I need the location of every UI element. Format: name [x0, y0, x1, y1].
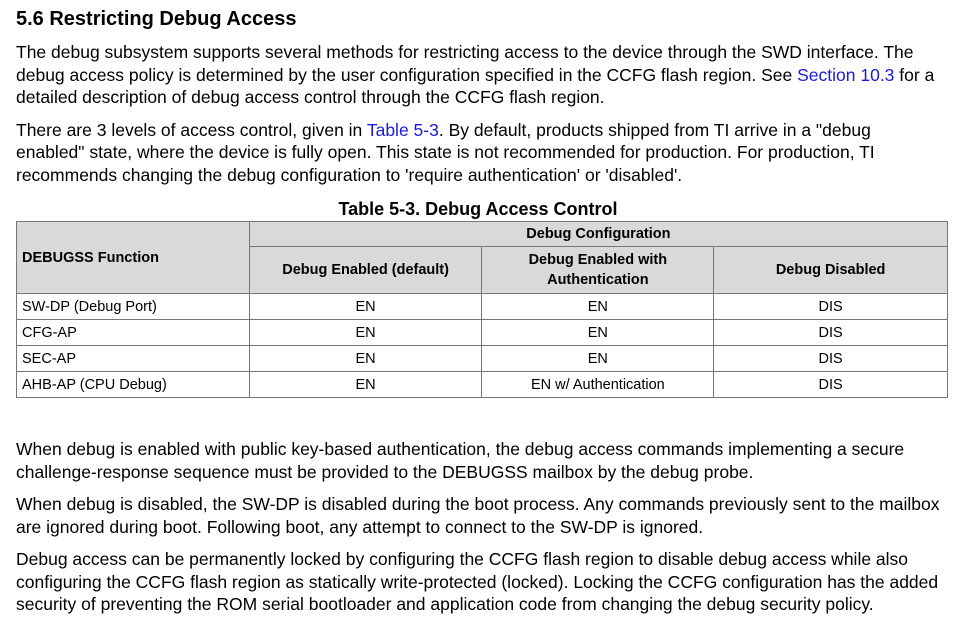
- intro-paragraph: [16, 41, 940, 109]
- row-function: SEC-AP: [17, 346, 250, 372]
- column-header: Debug Enabled with Authentication: [482, 247, 714, 294]
- table-row: [17, 346, 948, 372]
- disabled-paragraph: When debug is disabled, the SW-DP is disabled during the boot process. Any commands previously sent to the mailbox are ignored during boot. Following boot, any attempt to connect to the SW-DP is ignored.: [16, 494, 940, 537]
- table-cell: EN: [249, 346, 482, 372]
- table-header-row: [17, 222, 948, 247]
- authentication-paragraph: When debug is enabled with public key-based authentication, the debug access commands implementing a secure challenge-response sequence must be provided to the DEBUGSS mailbox by the debug probe.: [16, 439, 905, 482]
- table-cell: EN: [249, 294, 482, 320]
- row-function: CFG-AP: [17, 320, 250, 346]
- access-text-after: . By default, products shipped from TI arrive in a "debug enabled" state, where the device is fully open. This state is not recommended for production. For production, TI recommends changing the debug configuration to 'require authentication' or 'disabled'.: [16, 119, 875, 185]
- func-header: DEBUGSS Function: [17, 222, 250, 294]
- table-cell: DIS: [714, 294, 948, 320]
- section-title: 5.6 Restricting Debug Access: [16, 8, 297, 30]
- group-header: Debug Configuration: [249, 222, 947, 247]
- table-cell: DIS: [714, 346, 948, 372]
- locking-paragraph: Debug access can be permanently locked by configuring the CCFG flash region to disable debug access while also configuring the CCFG flash region as statically write-protected (locked). Locking the CCFG configuration has the added security of preventing the ROM serial bootloader and application code from changing the debug security policy.: [16, 549, 939, 614]
- intro-text-after: for a detailed description of debug access control through the CCFG flash region.: [16, 64, 935, 107]
- intro-text-before: The debug subsystem supports several methods for restricting access to the device through the SWD interface. The debug access policy is determined by the user configuration specified in the CCFG flash region. See: [16, 42, 914, 85]
- table-row: [17, 294, 948, 320]
- document-page: [16, 6, 940, 626]
- table-cell: EN w/ Authentication: [482, 372, 714, 398]
- table-cell: EN: [482, 294, 714, 320]
- section-link[interactable]: Section 10.3: [797, 64, 895, 85]
- table-caption: Table 5-3. Debug Access Control: [338, 199, 618, 219]
- debug-access-table: [16, 221, 948, 398]
- access-text-before: There are 3 levels of access control, given in: [16, 119, 367, 140]
- table-cell: DIS: [714, 372, 948, 398]
- row-function: SW-DP (Debug Port): [17, 294, 250, 320]
- table-row: [17, 372, 948, 398]
- table-link[interactable]: Table 5-3: [366, 119, 439, 140]
- table-cell: DIS: [714, 320, 948, 346]
- row-function: AHB-AP (CPU Debug): [17, 372, 250, 398]
- table-cell: EN: [482, 320, 714, 346]
- table-cell: EN: [249, 372, 482, 398]
- table-cell: EN: [249, 320, 482, 346]
- table-cell: EN: [482, 346, 714, 372]
- column-header: Debug Disabled: [714, 247, 948, 294]
- access-levels-paragraph: [16, 119, 940, 187]
- table-row: [17, 320, 948, 346]
- column-header: Debug Enabled (default): [249, 247, 482, 294]
